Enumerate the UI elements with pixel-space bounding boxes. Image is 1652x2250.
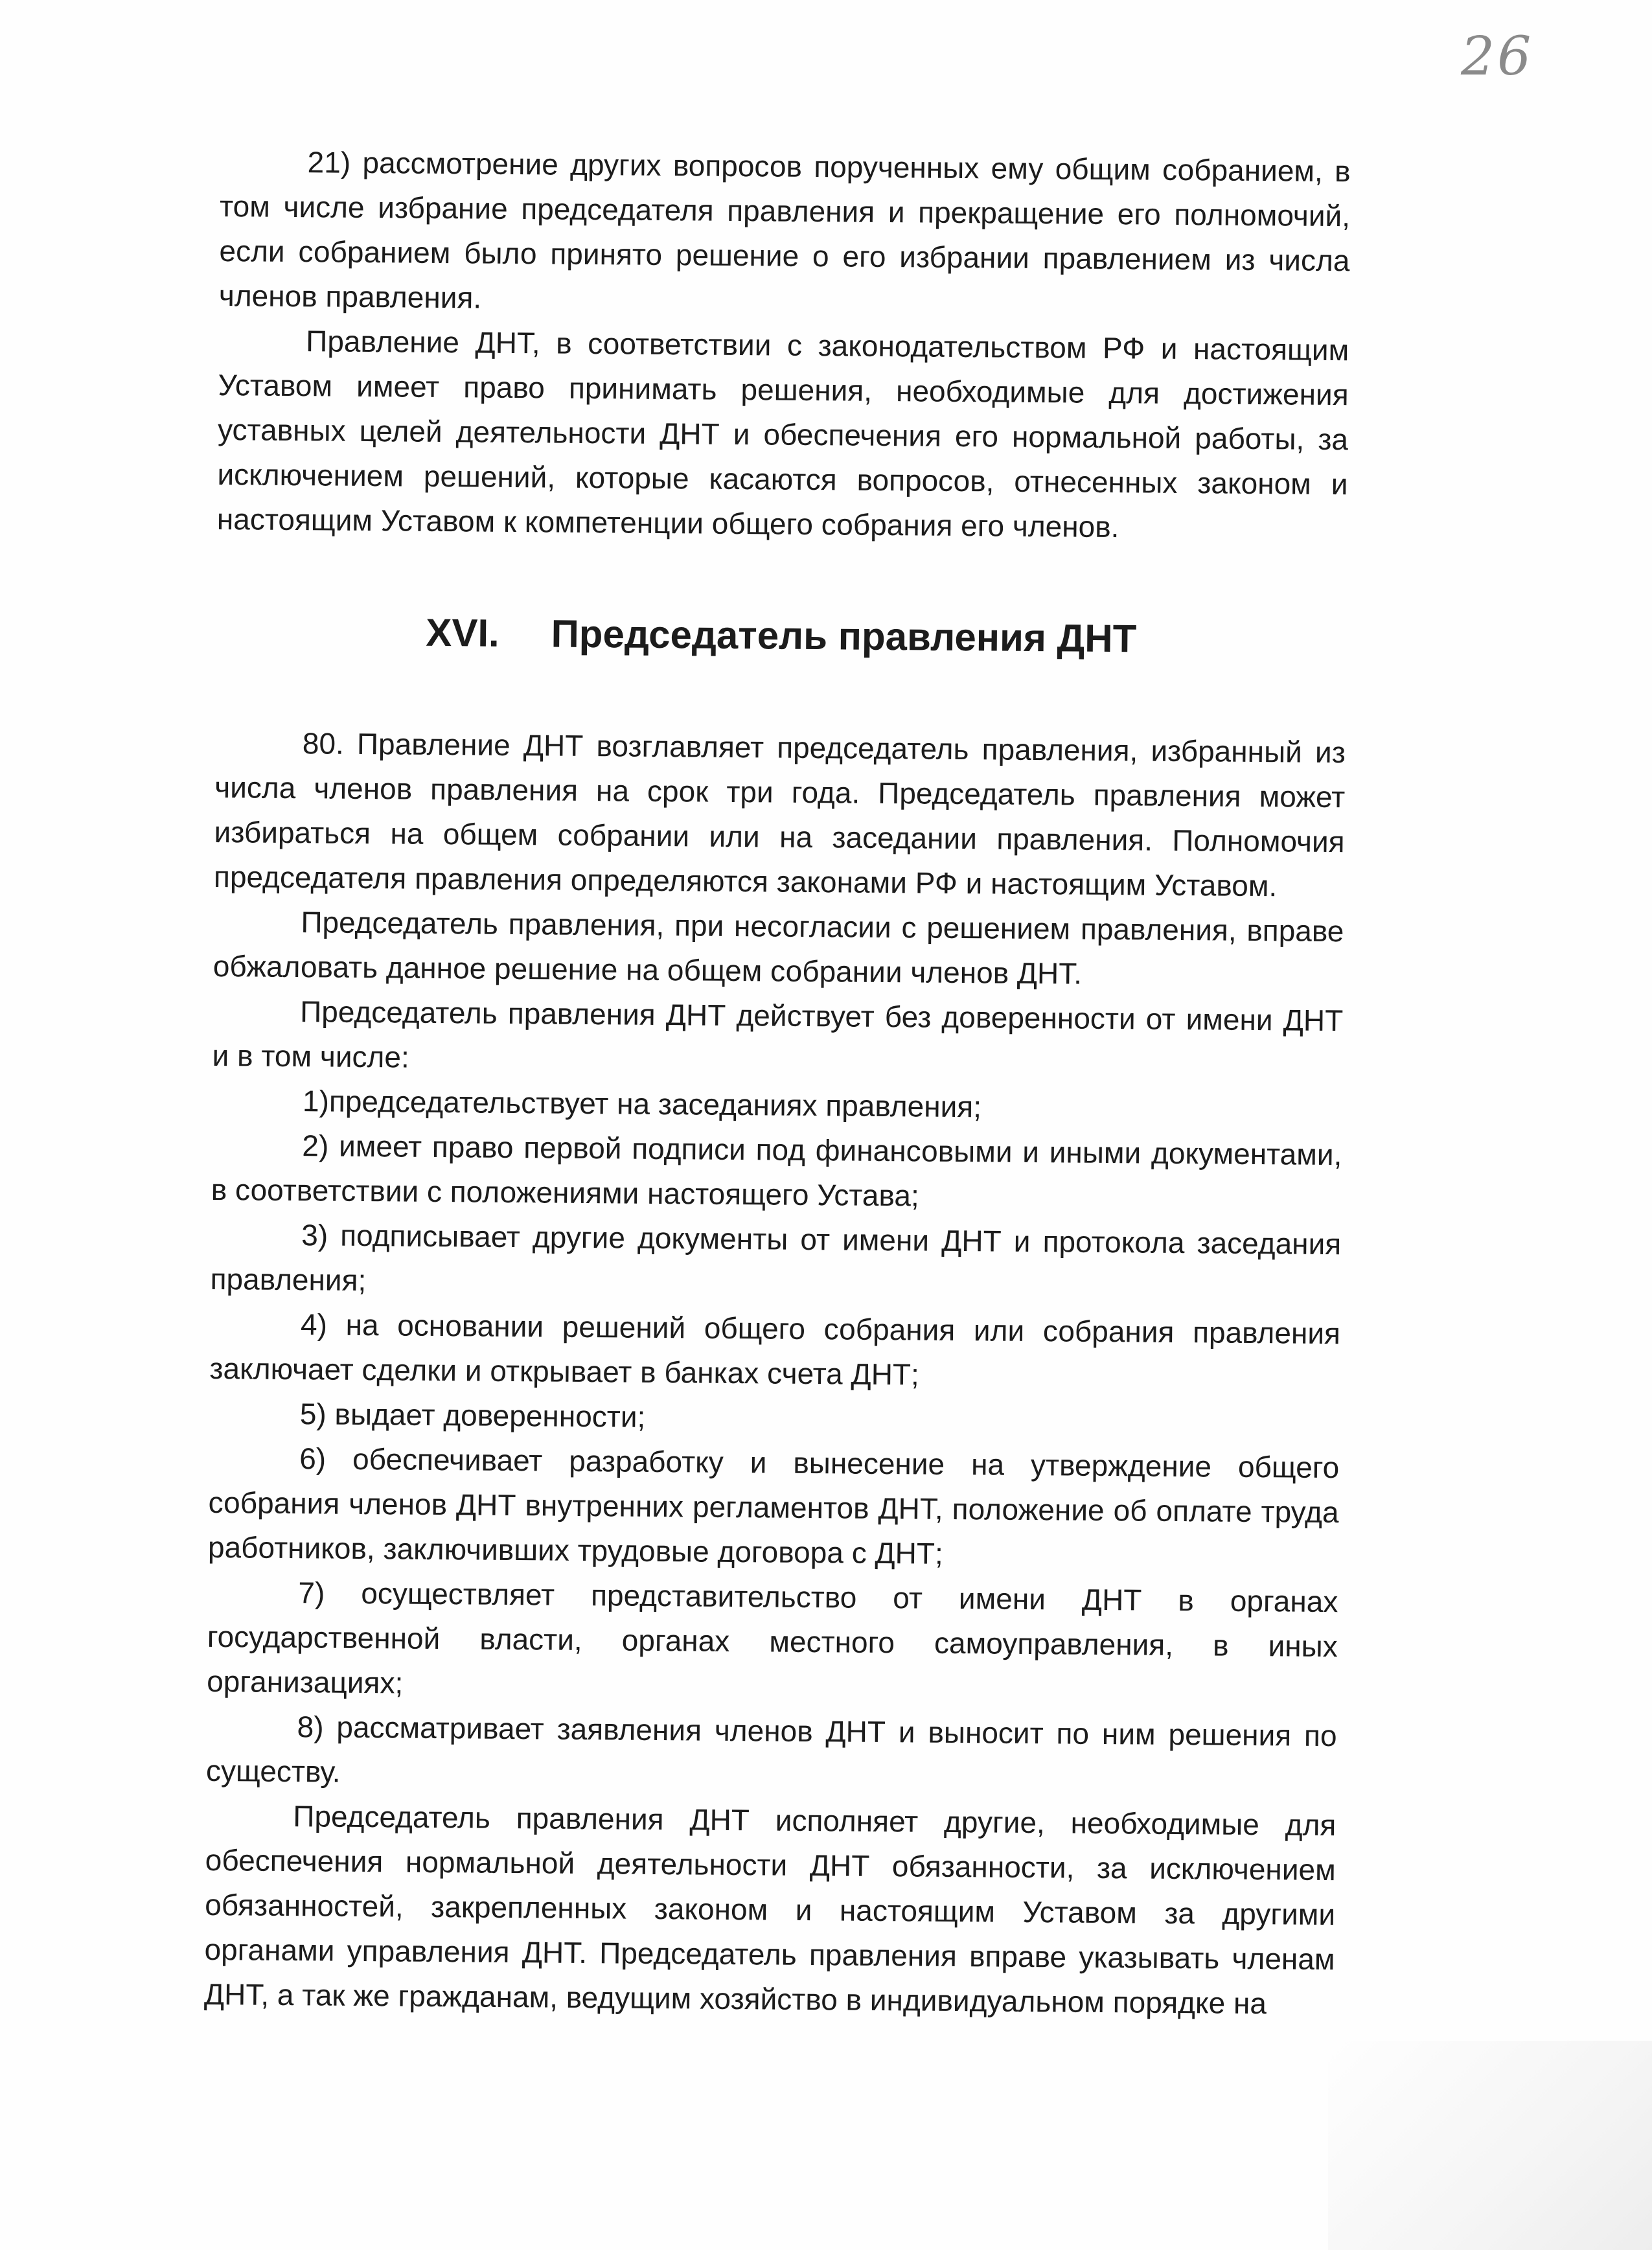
list-item: 6) обеспечивает разработку и вынесение на утверждение общего собрания членов ДНТ внутренних регламентов ДНТ, положение об оплате труда работников, заключивших трудовые договора с ДНТ; bbox=[207, 1441, 1340, 1570]
section-title: Председатель правления ДНТ bbox=[551, 612, 1137, 661]
list-item: 1)председательствует на заседаниях правления; bbox=[302, 1084, 982, 1124]
paragraph-80: 80. Правление ДНТ возглавляет председатель правления, избранный из числа членов правления на срок три года. Председатель правления может избираться на общем собрании или на заседании правления. Полномочия председателя правления определяются законами РФ и настоящим Уставом. bbox=[213, 726, 1346, 903]
paragraph-acts-without-proxy: Председатель правления ДНТ действует без доверенности от имени ДНТ и в том числе: bbox=[212, 994, 1344, 1074]
list-item: 4) на основании решений общего собрания или собрания правления заключает сделки и открывает в банках счета ДНТ; bbox=[209, 1307, 1341, 1392]
paragraph-board-powers: Правление ДНТ, в соответствии с законодательством РФ и настоящим Уставом имеет право принимать решения, необходимые для достижения уставных целей деятельности ДНТ и обеспечения его нормальной работы, за исключением решений, которые касаются вопросов, отнесенных законом и настоящим Уставом к компетенции общего собрания его членов. bbox=[216, 324, 1349, 544]
list-item: 5) выдает доверенности; bbox=[299, 1397, 646, 1434]
section-heading bbox=[216, 605, 1347, 667]
handwritten-page-number: 26 bbox=[1461, 26, 1534, 87]
list-item: 7) осуществляет представительство от имени ДНТ в органах государственной власти, органах местного самоуправления, в иных организациях; bbox=[207, 1576, 1338, 1700]
paragraph-item-21: 21) рассмотрение других вопросов порученных ему общим собранием, в том числе избрание председателя правления и прекращение его полномочий, если собранием было принято решение о его избрании правлением из числа членов правления. bbox=[218, 145, 1351, 315]
paragraph-appeal: Председатель правления, при несогласии с решением правления, вправе обжаловать данное решение на общем собрании членов ДНТ. bbox=[212, 905, 1344, 991]
list-item: 3) подписывает другие документы от имени ДНТ и протокола заседания правления; bbox=[210, 1218, 1342, 1298]
scan-shadow bbox=[1328, 2041, 1652, 2250]
document-body bbox=[204, 139, 1351, 2026]
list-item: 8) рассматривает заявления членов ДНТ и выносит по ним решения по существу. bbox=[205, 1710, 1337, 1789]
list-item: 2) имеет право первой подписи под финансовыми и иными документами, в соответствии с положениями настоящего Устава; bbox=[211, 1129, 1342, 1213]
section-number: XVI. bbox=[426, 610, 500, 655]
paragraph-other-duties: Председатель правления ДНТ исполняет другие, необходимые для обеспечения нормальной деятельности ДНТ обязанности, за исключением обязанностей, закрепленных законом и настоящим Уставом за другими органами управления ДНТ. Председатель правления вправе указывать членам ДНТ, а так же гражданам, ведущим хозяйство в индивидуальном порядке на bbox=[203, 1799, 1337, 2021]
